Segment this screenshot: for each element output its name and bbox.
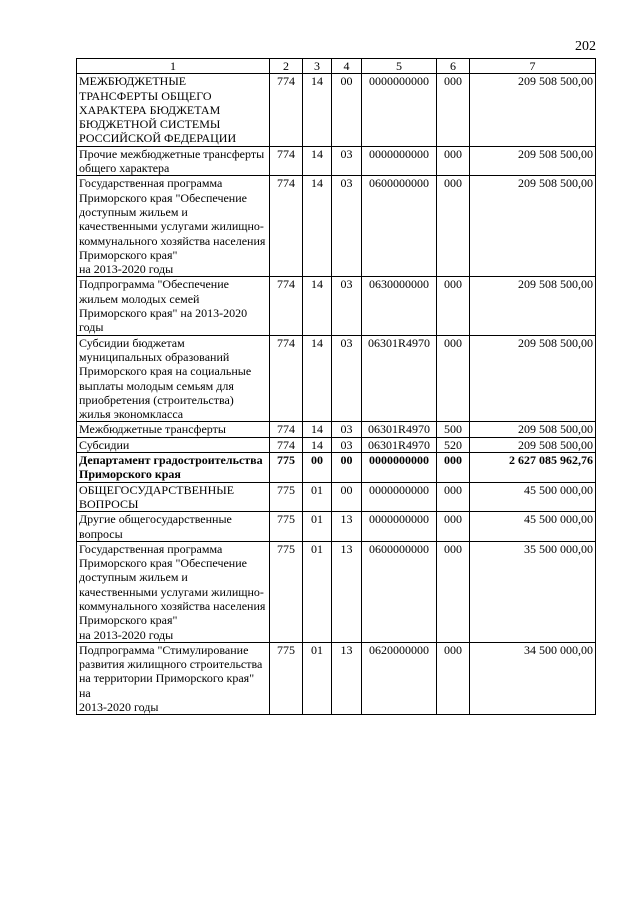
row-expense-type-cell: 000 [437, 453, 470, 483]
row-name-cell: Подпрограмма "Обеспечение жильем молодых семей Приморского края" на 2013-2020 годы [77, 277, 270, 335]
row-amount-cell: 2 627 085 962,76 [470, 453, 596, 483]
row-subsection-cell: 00 [332, 74, 362, 146]
table-row [77, 453, 596, 483]
row-expense-type-cell: 000 [437, 642, 470, 714]
row-target-article-cell: 0000000000 [362, 453, 437, 483]
table-row [77, 512, 596, 542]
row-target-article-cell: 06301R4970 [362, 422, 437, 437]
table-row [77, 277, 596, 335]
row-subsection-cell: 03 [332, 422, 362, 437]
table-row [77, 642, 596, 714]
row-section-cell: 01 [303, 482, 332, 512]
table-row [77, 541, 596, 642]
row-name-cell: Субсидии [77, 437, 270, 452]
row-code-cell: 775 [270, 512, 303, 542]
row-name-cell: Государственная программа Приморского края "Обеспечение доступным жильем и качественными услугами жилищно-коммунального хозяйства населения Приморского края" на 2013-2020 годы [77, 176, 270, 277]
row-code-cell: 775 [270, 482, 303, 512]
row-code-cell: 775 [270, 642, 303, 714]
row-code-cell: 774 [270, 176, 303, 277]
table-row [77, 335, 596, 422]
row-subsection-cell: 00 [332, 482, 362, 512]
row-expense-type-cell: 000 [437, 482, 470, 512]
header-cell: 2 [270, 59, 303, 74]
table-row [77, 437, 596, 452]
row-code-cell: 774 [270, 74, 303, 146]
row-target-article-cell: 0620000000 [362, 642, 437, 714]
row-name-cell: Подпрограмма "Стимулирование развития жилищного строительства на территории Приморского края" на 2013-2020 годы [77, 642, 270, 714]
row-subsection-cell: 03 [332, 176, 362, 277]
header-cell: 4 [332, 59, 362, 74]
row-target-article-cell: 0000000000 [362, 512, 437, 542]
header-cell: 6 [437, 59, 470, 74]
header-row [77, 59, 596, 74]
row-subsection-cell: 13 [332, 541, 362, 642]
row-expense-type-cell: 000 [437, 541, 470, 642]
row-expense-type-cell: 000 [437, 74, 470, 146]
row-section-cell: 14 [303, 335, 332, 422]
row-subsection-cell: 03 [332, 277, 362, 335]
row-amount-cell: 209 508 500,00 [470, 277, 596, 335]
row-target-article-cell: 0000000000 [362, 146, 437, 176]
row-target-article-cell: 06301R4970 [362, 335, 437, 422]
row-amount-cell: 209 508 500,00 [470, 422, 596, 437]
row-section-cell: 01 [303, 541, 332, 642]
row-code-cell: 774 [270, 335, 303, 422]
row-target-article-cell: 0600000000 [362, 176, 437, 277]
row-amount-cell: 209 508 500,00 [470, 437, 596, 452]
row-target-article-cell: 0600000000 [362, 541, 437, 642]
row-expense-type-cell: 500 [437, 422, 470, 437]
row-code-cell: 775 [270, 541, 303, 642]
row-target-article-cell: 0000000000 [362, 74, 437, 146]
row-target-article-cell: 0000000000 [362, 482, 437, 512]
header-cell: 5 [362, 59, 437, 74]
row-amount-cell: 34 500 000,00 [470, 642, 596, 714]
row-name-cell: Другие общегосударственные вопросы [77, 512, 270, 542]
table-row [77, 422, 596, 437]
page-number: 202 [575, 39, 596, 54]
row-name-cell: Государственная программа Приморского края "Обеспечение доступным жильем и качественными услугами жилищно-коммунального хозяйства населения Приморского края" на 2013-2020 годы [77, 541, 270, 642]
row-subsection-cell: 03 [332, 146, 362, 176]
row-section-cell: 14 [303, 146, 332, 176]
row-expense-type-cell: 000 [437, 512, 470, 542]
row-amount-cell: 45 500 000,00 [470, 512, 596, 542]
row-subsection-cell: 03 [332, 335, 362, 422]
row-name-cell: Межбюджетные трансферты [77, 422, 270, 437]
row-expense-type-cell: 000 [437, 146, 470, 176]
row-name-cell: Департамент градостроительства Приморского края [77, 453, 270, 483]
row-name-cell: МЕЖБЮДЖЕТНЫЕ ТРАНСФЕРТЫ ОБЩЕГО ХАРАКТЕРА БЮДЖЕТАМ БЮДЖЕТНОЙ СИСТЕМЫ РОССИЙСКОЙ ФЕДЕРАЦИИ [77, 74, 270, 146]
row-name-cell: Субсидии бюджетам муниципальных образований Приморского края на социальные выплаты молодым семьям для приобретения (строительства) жилья экономкласса [77, 335, 270, 422]
table-body [77, 74, 596, 715]
row-subsection-cell: 00 [332, 453, 362, 483]
row-section-cell: 01 [303, 512, 332, 542]
row-code-cell: 774 [270, 146, 303, 176]
header-cell: 3 [303, 59, 332, 74]
row-expense-type-cell: 000 [437, 176, 470, 277]
row-amount-cell: 209 508 500,00 [470, 176, 596, 277]
row-amount-cell: 35 500 000,00 [470, 541, 596, 642]
row-expense-type-cell: 520 [437, 437, 470, 452]
row-code-cell: 774 [270, 422, 303, 437]
table-row [77, 146, 596, 176]
row-amount-cell: 209 508 500,00 [470, 335, 596, 422]
row-amount-cell: 45 500 000,00 [470, 482, 596, 512]
row-section-cell: 14 [303, 437, 332, 452]
table-row [77, 74, 596, 146]
row-expense-type-cell: 000 [437, 277, 470, 335]
row-subsection-cell: 03 [332, 437, 362, 452]
row-expense-type-cell: 000 [437, 335, 470, 422]
row-subsection-cell: 13 [332, 512, 362, 542]
row-subsection-cell: 13 [332, 642, 362, 714]
row-name-cell: Прочие межбюджетные трансферты общего характера [77, 146, 270, 176]
table-row [77, 482, 596, 512]
row-section-cell: 14 [303, 277, 332, 335]
row-section-cell: 01 [303, 642, 332, 714]
row-name-cell: ОБЩЕГОСУДАРСТВЕННЫЕ ВОПРОСЫ [77, 482, 270, 512]
row-amount-cell: 209 508 500,00 [470, 146, 596, 176]
row-code-cell: 774 [270, 277, 303, 335]
row-amount-cell: 209 508 500,00 [470, 74, 596, 146]
row-target-article-cell: 0630000000 [362, 277, 437, 335]
header-cell: 7 [470, 59, 596, 74]
header-cell: 1 [77, 59, 270, 74]
row-code-cell: 774 [270, 437, 303, 452]
row-section-cell: 00 [303, 453, 332, 483]
row-section-cell: 14 [303, 74, 332, 146]
row-section-cell: 14 [303, 422, 332, 437]
row-code-cell: 775 [270, 453, 303, 483]
row-section-cell: 14 [303, 176, 332, 277]
table-row [77, 176, 596, 277]
row-target-article-cell: 06301R4970 [362, 437, 437, 452]
budget-table [76, 58, 596, 715]
